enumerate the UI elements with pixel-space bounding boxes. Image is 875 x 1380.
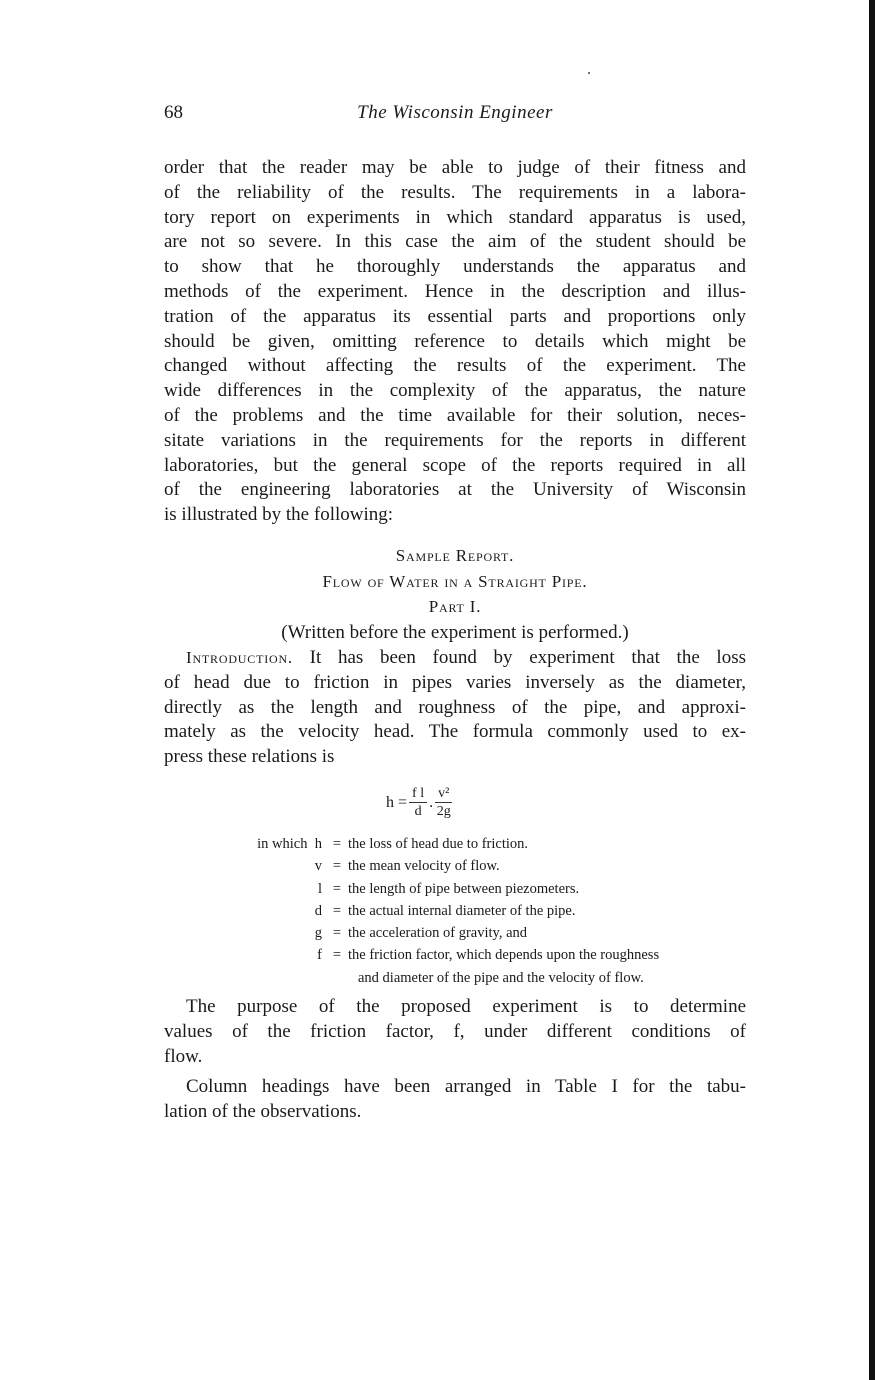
definition-row [210, 944, 750, 966]
formula-lhs: h = [386, 794, 408, 811]
definition-symbol: d [314, 902, 322, 919]
flow-title-heading: Flow of Water in a Straight Pipe. [322, 572, 588, 591]
running-title: The Wisconsin Engineer [357, 102, 553, 123]
equals-sign: = [332, 836, 342, 852]
definition-symbol: l [317, 880, 322, 897]
intro-first-line-text: It has been found by experiment that the loss [309, 647, 747, 668]
body-line: of the engineering laboratories at the University of Wisconsin [164, 479, 746, 501]
page-number: 68 [164, 102, 183, 123]
purpose-paragraph [164, 995, 746, 1125]
speck-mark [588, 72, 590, 74]
body-line: of the reliability of the results. The requirements in a labora- [164, 181, 746, 203]
body-line: should be given, omitting reference to details which might be [164, 330, 746, 352]
intro-first-line [164, 646, 746, 671]
definition-row [210, 900, 750, 922]
part-heading: Part I. [428, 597, 482, 616]
friction-formula [386, 783, 454, 823]
formula-fraction-fl-over-d [409, 786, 427, 821]
definition-symbol: h [314, 836, 322, 852]
formula-denominator: d [414, 803, 422, 819]
in-which-label: in which [257, 836, 308, 852]
intro-line: of head due to friction in pipes varies inversely as the diameter, [164, 671, 746, 693]
equals-sign: = [332, 947, 342, 964]
written-before-note: (Written before the experiment is performed.) [281, 622, 629, 643]
page-header [164, 102, 746, 128]
body-line: are not so severe. In this case the aim of the student should be [164, 231, 746, 253]
column-headings-line: Column headings have been arranged in Table I for the tabu- [186, 1076, 746, 1098]
definition-lead [210, 833, 326, 855]
body-line: order that the reader may be able to judge of their fitness and [164, 157, 746, 178]
definition-text: the friction factor, which depends upon the roughness [348, 947, 660, 964]
body-line: changed without affecting the results of the experiment. The [164, 355, 746, 377]
body-line: methods of the experiment. Hence in the description and illus- [164, 280, 746, 302]
formula-numerator: f l [409, 786, 427, 803]
equals-sign: = [332, 925, 342, 942]
column-headings-line: lation of the observations. [164, 1101, 362, 1123]
definition-text: the length of pipe between piezometers. [348, 880, 580, 897]
formula-numerator: v² [435, 786, 452, 803]
definition-symbol: f [317, 947, 322, 964]
definition-row [210, 878, 750, 900]
definition-row [210, 833, 750, 855]
body-line: tory report on experiments in which standard apparatus is used, [164, 206, 746, 228]
definition-row [210, 855, 750, 877]
intro-line: press these relations is [164, 746, 335, 768]
equals-sign: = [332, 880, 342, 897]
formula-dot: . [429, 794, 434, 811]
symbol-definitions [210, 833, 750, 989]
body-line: is illustrated by the following: [164, 504, 394, 526]
equals-sign: = [332, 902, 342, 919]
definition-text: the acceleration of gravity, and [348, 925, 528, 942]
body-paragraph [164, 156, 746, 528]
equals-sign: = [332, 858, 342, 875]
definition-text: the mean velocity of flow. [348, 858, 500, 875]
purpose-line: values of the friction factor, f, under different conditions of [164, 1020, 746, 1042]
body-line: wide differences in the complexity of the apparatus, the nature [164, 380, 746, 402]
definition-text: the actual internal diameter of the pipe. [348, 902, 576, 919]
body-line: to show that he thoroughly understands the apparatus and [164, 256, 746, 278]
definition-symbol: g [314, 925, 322, 942]
formula-fraction-v2-over-2g [435, 786, 452, 821]
introduction-label: Introduction. [186, 648, 293, 667]
sample-report-heading: Sample Report. [395, 546, 515, 565]
body-line: tration of the apparatus its essential parts and proportions only [164, 305, 746, 327]
body-line: laboratories, but the general scope of the reports required in all [164, 454, 746, 476]
intro-line: mately as the velocity head. The formula commonly used to ex- [164, 721, 746, 743]
intro-line: directly as the length and roughness of the pipe, and approxi- [164, 696, 746, 718]
body-line: sitate variations in the requirements for the reports in different [164, 429, 746, 451]
definition-row [210, 922, 750, 944]
definition-continuation: and diameter of the pipe and the velocity of flow. [358, 969, 644, 986]
introduction-paragraph [164, 646, 746, 770]
purpose-line: flow. [164, 1045, 203, 1067]
definition-symbol: v [314, 858, 322, 875]
formula-denominator: 2g [436, 803, 451, 819]
definition-text: the loss of head due to friction. [348, 836, 528, 852]
body-line: of the problems and the time available for their solution, neces- [164, 404, 746, 426]
page-edge-shadow [869, 0, 875, 1380]
purpose-line: The purpose of the proposed experiment is to determine [186, 996, 746, 1017]
